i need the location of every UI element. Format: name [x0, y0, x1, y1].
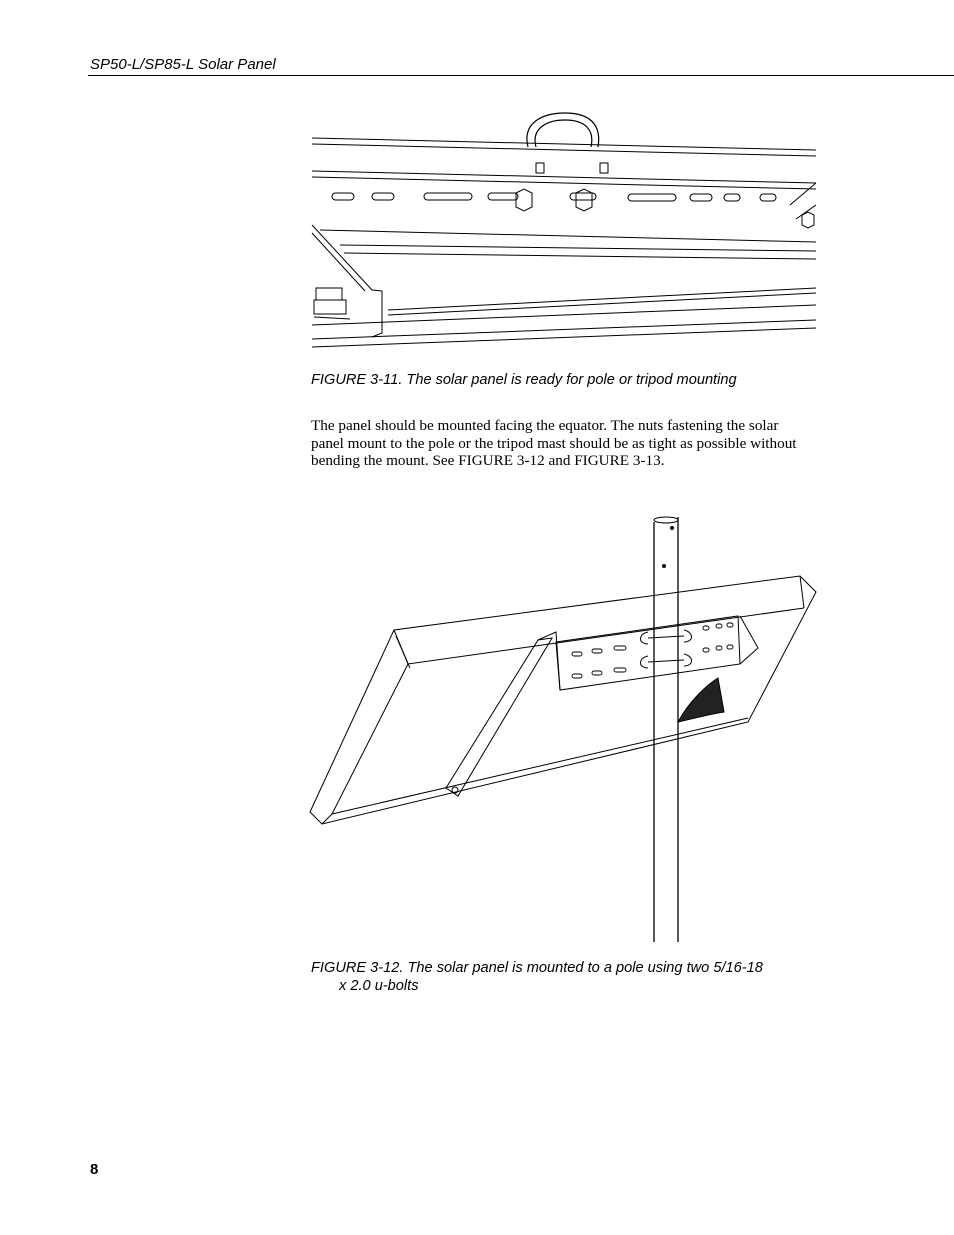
header-divider	[88, 75, 954, 76]
figure-3-12-caption-line2: x 2.0 u-bolts	[339, 978, 419, 994]
running-header-title: SP50-L/SP85-L Solar Panel	[90, 56, 276, 73]
body-paragraph: The panel should be mounted facing the equator. The nuts fastening the solar panel mount to the pole or the tripod mast should be as tight as possible without bending the mount. See FIGURE 3-12 and FIGURE 3-13.	[311, 417, 797, 469]
figure-3-12-illustration	[308, 512, 824, 942]
figure-3-11-caption: FIGURE 3-11. The solar panel is ready for pole or tripod mounting	[311, 372, 737, 388]
figure-3-12-caption	[311, 959, 811, 995]
page-number: 8	[90, 1161, 99, 1178]
figure-3-12-caption-line1: FIGURE 3-12. The solar panel is mounted to a pole using two 5/16-18	[311, 960, 763, 976]
figure-3-11-illustration	[310, 105, 816, 355]
